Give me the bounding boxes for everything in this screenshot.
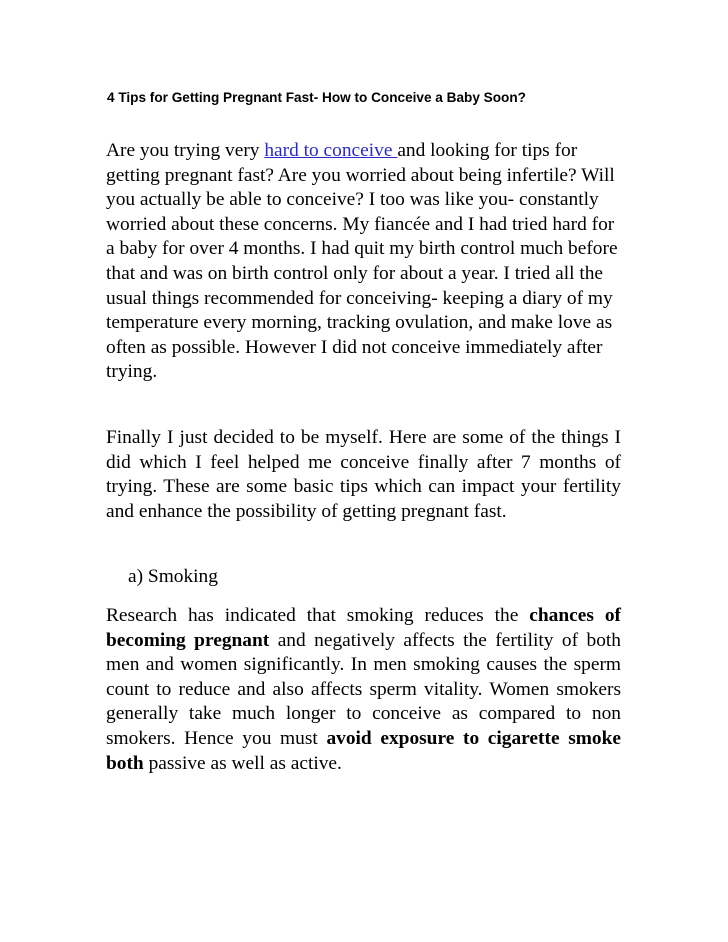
- paragraph-tips-intro: Finally I just decided to be myself. Here are some of the things I did which I feel helped me conceive finally after 7 months of trying. These are some basic tips which can impact your fertility and enhance the possibility of getting pregnant fast.: [106, 427, 621, 522]
- paragraph-smoking-text-2: and negatively affects the fertility of both men and women significantly. In men smoking causes the sperm count to reduce and also affects sperm vitality. Women smokers generally take much longer to conceive as compared to non smokers. Hence you must: [106, 629, 621, 749]
- emphasis-avoid-exposure: avoid exposure to cigarette smoke both: [106, 727, 622, 774]
- paragraph-smoking-text-3: passive as well as active.: [143, 752, 342, 774]
- emphasis-chances-of-becoming-pregnant: chances of becoming pregnant: [106, 605, 621, 651]
- hard-to-conceive-link[interactable]: hard to conceive: [264, 140, 398, 161]
- paragraph-smoking-text-1: Research has indicated that smoking reduces the: [106, 605, 530, 626]
- paragraph-intro: [106, 139, 621, 385]
- paragraph-intro-text-start: Are you trying very: [106, 140, 265, 161]
- paragraph-smoking: [106, 604, 621, 776]
- section-heading-smoking: a) Smoking: [128, 566, 218, 587]
- document-title: 4 Tips for Getting Pregnant Fast- How to Conceive a Baby Soon?: [107, 90, 526, 105]
- paragraph-intro-text-rest: and looking for tips for getting pregnant fast? Are you worried about being infertile? Will you actually be able to conceive? I too was like you- constantly worried about these concerns. My fiancée and I had tried hard for a baby for over 4 months. I had quit my birth control much before that and was on birth control only for about a year. I tried all the usual things recommended for conceiving- keeping a diary of my temperature every morning, tracking ovulation, and make love as often as possible. However I did not conceive immediately after trying.: [106, 140, 618, 383]
